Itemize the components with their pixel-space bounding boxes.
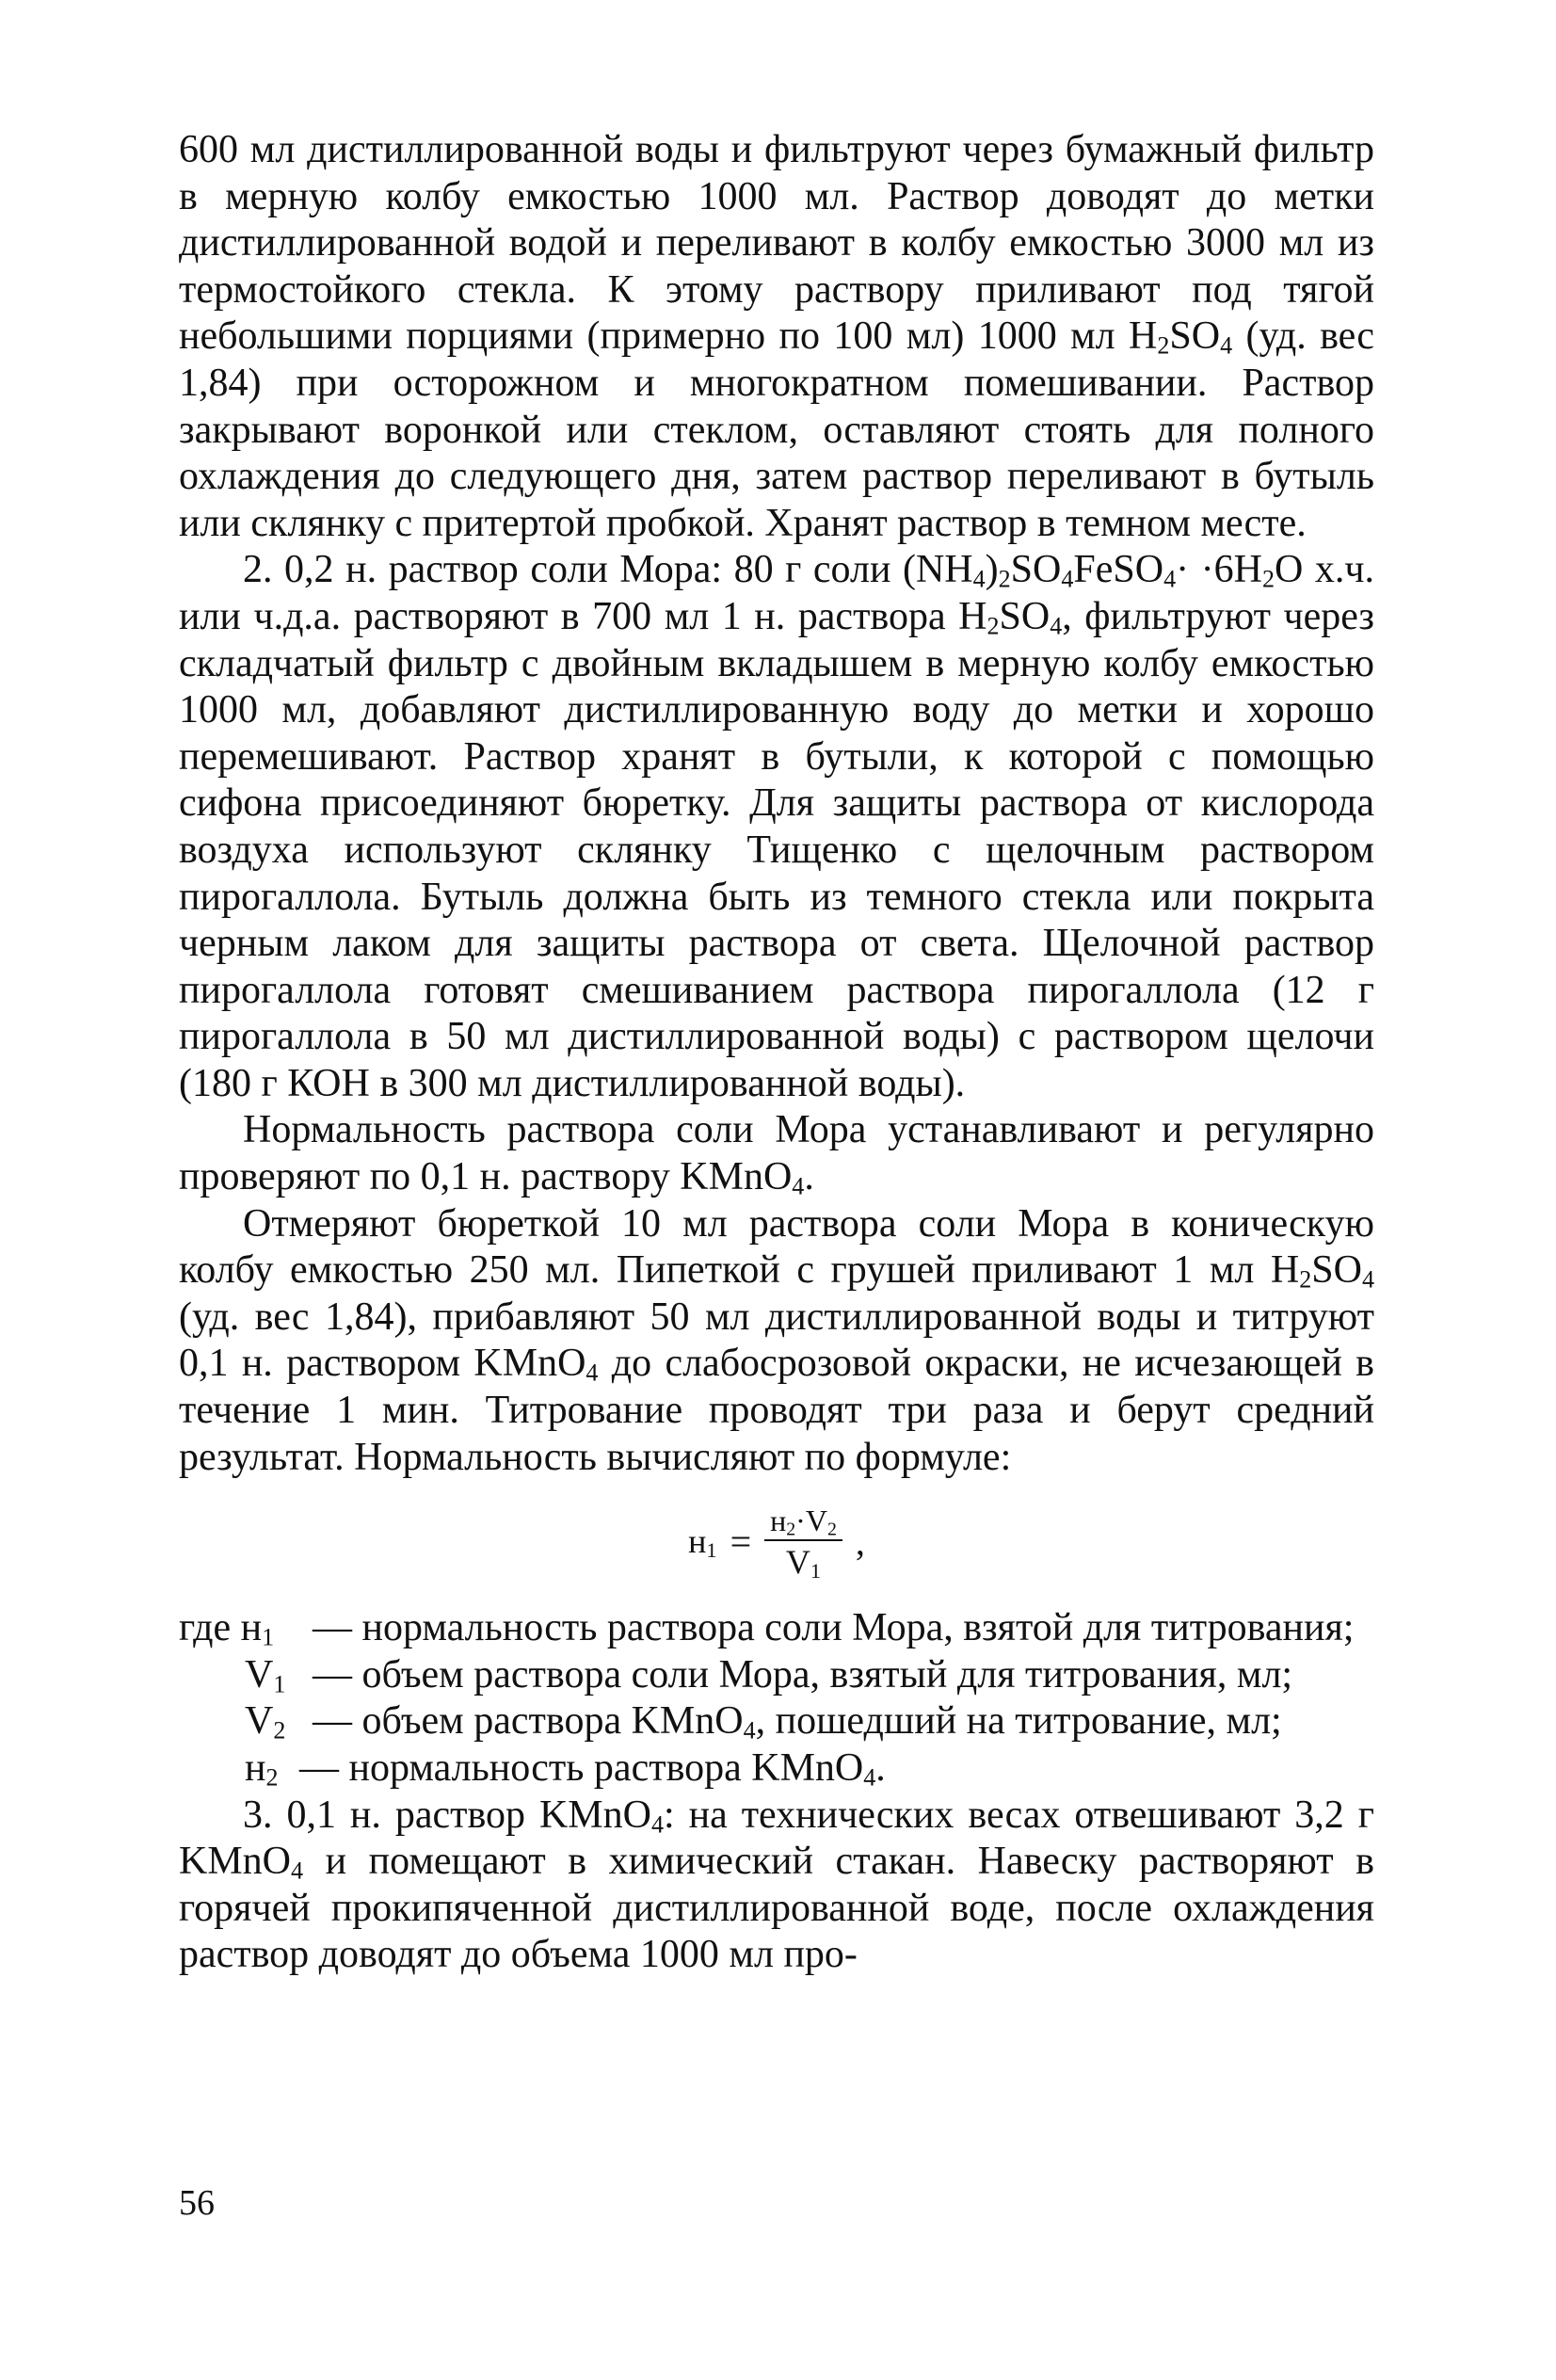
definition-v1: $V_1$ — объем раствора соли Мора, взятый для титрования, мл; [245, 1652, 1293, 1698]
definition-n2: $н_2$ — нормальность раствора KMnO$_4$. [245, 1746, 886, 1792]
paragraph-1: 600 мл дистиллированной воды и фильтруют через бумажный фильтр в мерную колбу емкостью 1000 мл. Раствор доводят до метки дистиллированной водой и переливают в колбу емкостью 3000 мл из термостойкого стекла. К этому раствору приливают под тягой небольшими порциями (примерно по 100 мл) 1000 мл $H_2SO_4$ (уд. вес 1,84) при осторожном и многократном помешивании. Раствор закрывают воронкой или стеклом, оставляют стоять для полного охлаждения до следующего дня, затем раствор переливают в бутыль или склянку с притертой пробкой. Хранят раствор в темном месте. [179, 128, 1374, 545]
formula-lhs: $н_1$ [688, 1522, 717, 1563]
paragraph-5: 3. 0,1 н. раствор KMnO$_4$: на технических весах отвешивают 3,2 г KMnO$_4$ и помещают в химический стакан. Навеску растворяют в горячей прокипяченной дистиллированной воде, после охлаждения раствор доводят до объема 1000 мл про- [179, 1793, 1374, 1977]
formula-body [688, 1502, 865, 1583]
formula-numerator: $н_2\cdot V_2$ [764, 1502, 842, 1541]
page-number: 56 [179, 2183, 215, 2223]
variable-definitions [179, 1605, 1374, 1792]
formula-fraction [764, 1502, 842, 1583]
paragraph-4: Отмеряют бюреткой 10 мл раствора соли Мора в коническую колбу емкостью 250 мл. Пипеткой с грушей приливают 1 мл $H_2SO_4$ (уд. вес 1,84), прибавляют 50 мл дистиллированной воды и титруют 0,1 н. раствором KMnO$_4$ до слабоcрозовой окраски, не исчезающей в течение 1 мин. Титрование проводят три раза и берут средний результат. Нормальность вычисляют по формуле: [179, 1201, 1374, 1479]
definition-n1: где $н_1$ — нормальность раствора соли Мора, взятой для титрования; [179, 1606, 1355, 1651]
formula-comma: , [855, 1520, 865, 1564]
main-text [179, 127, 1374, 1979]
paragraph-2: 2. 0,2 н. раствор соли Мора: 80 г соли $(NH_4)_2SO_4FeSO_4\cdot \cdot 6H_2O$ х.ч. или ч.д.а. растворяют в 700 мл 1 н. раствора $H_2SO_4$, фильтруют через складчатый фильтр с двойным вкладышем в мерную колбу емкостью 1000 мл, добавляют дистиллированную воду до метки и хорошо перемешивают. Раствор хранят в бутыли, к которой с помощью сифона присоединяют бюретку. Для защиты раствора от кислорода воздуха используют склянку Тищенко с щелочным раствором пирогаллола. Бутыль должна быть из темного стекла или покрыта черным лаком для защиты раствора от света. Щелочной раствор пирогаллола готовят смешиванием раствора пирогаллола (12 г пирогаллола в 50 мл дистиллированной воды) с раствором щелочи (180 г КОН в 300 мл дистиллированной воды). [179, 548, 1374, 1105]
definition-v2: $V_2$ — объем раствора KMnO$_4$, пошедший на титрование, мл; [245, 1699, 1282, 1745]
paragraph-3: Нормальность раствора соли Мора устанавливают и регулярно проверяют по 0,1 н. раствору KMnO$_4$. [179, 1108, 1374, 1200]
formula-equals: = [730, 1520, 752, 1564]
formula-denominator: $V_1$ [785, 1543, 822, 1584]
normality-formula [179, 1502, 1374, 1583]
